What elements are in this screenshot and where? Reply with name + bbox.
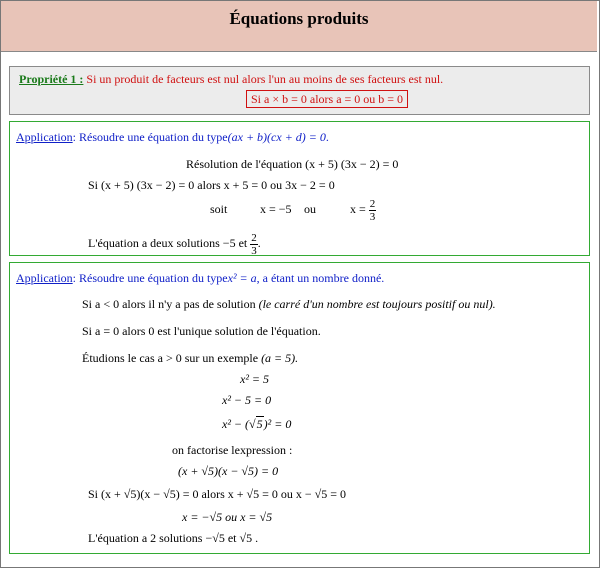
conclusion-end: . [257,236,261,250]
case-zero: Si a = 0 alors 0 est l'unique solution de l'équation. [82,324,321,338]
solution-two-lhs: x = [350,202,366,216]
page-title: Équations produits [229,9,369,28]
application-2-heading [16,271,384,285]
app2-si-line: Si (x + √5)(x − √5) = 0 alors x + √5 = 0 ou x − √5 = 0 [88,487,347,501]
square-root: √5 [249,417,263,431]
title-banner [1,1,597,52]
case-negative-text: Si a < 0 alors il n'y a pas de solution [82,297,256,311]
case-negative-note: (le carré d'un nombre est toujours positif ou nul). [258,297,496,311]
fraction-denominator: 3 [251,244,257,257]
case-positive-note: (a = 5). [261,351,299,365]
propriete-statement [19,72,443,87]
application-1-box [9,121,590,256]
fraction-two-thirds [369,198,377,223]
application-2-label: Application [16,271,73,285]
factorise-label: on factorise lexpression : [172,443,293,457]
propriete-text: Si un produit de facteurs est nul alors l'un au moins de ses facteurs est nul. [86,72,444,86]
propriete-formula: Si a × b = 0 alors a = 0 ou b = 0 [246,90,408,108]
app2-solutions: x = −√5 ou x = √5 [182,510,273,524]
equation-difference-of-squares [222,417,291,431]
application-2-box [9,262,590,554]
radicand: 5 [256,417,263,431]
application-1-intro: : Résoudre une équation du type [72,130,228,144]
application-1-type-end: . [325,130,329,144]
eq3-rhs: )² = 0 [263,417,292,431]
case-positive-text: Étudions le cas a > 0 sur un exemple [82,351,259,365]
conclusion-start: L'équation a deux solutions −5 et [88,236,248,250]
soit-label: soit [210,202,228,216]
app1-conclusion [88,228,261,258]
resolution-line: Résolution de l'équation (x + 5) (3x − 2) = 0 [186,157,399,171]
propriete-label: Propriété 1 : [19,72,84,86]
application-2-intro: : Résoudre une équation du type [72,271,228,285]
case-negative [82,297,496,311]
app2-conclusion: L'équation a 2 solutions −√5 et √5 . [88,531,259,545]
application-1-label: Application [16,130,73,144]
fraction-denominator: 3 [369,210,376,223]
application-1-heading [16,130,329,144]
fraction-numerator: 2 [251,231,257,244]
app1-si-line: Si (x + 5) (3x − 2) = 0 alors x + 5 = 0 ou 3x − 2 = 0 [88,178,335,192]
application-2-type-formula: x² = a [227,271,257,285]
factored-equation: (x + √5)(x − √5) = 0 [178,464,279,478]
propriete-box [9,66,590,115]
application-2-intro-end: , a étant un nombre donné. [256,271,385,285]
solution-one: x = −5 [260,202,292,216]
fraction-numerator: 2 [369,197,376,210]
case-positive [82,351,298,365]
solution-two [350,194,376,224]
fraction-two-thirds-conclusion [250,232,258,257]
eq3-lhs: x² − ( [222,417,250,431]
equation-x-squared-minus-5: x² − 5 = 0 [222,393,272,407]
application-1-type-formula: (ax + b)(cx + d) = 0 [227,130,326,144]
ou-label: ou [304,202,316,216]
equation-x-squared-5: x² = 5 [240,372,270,386]
